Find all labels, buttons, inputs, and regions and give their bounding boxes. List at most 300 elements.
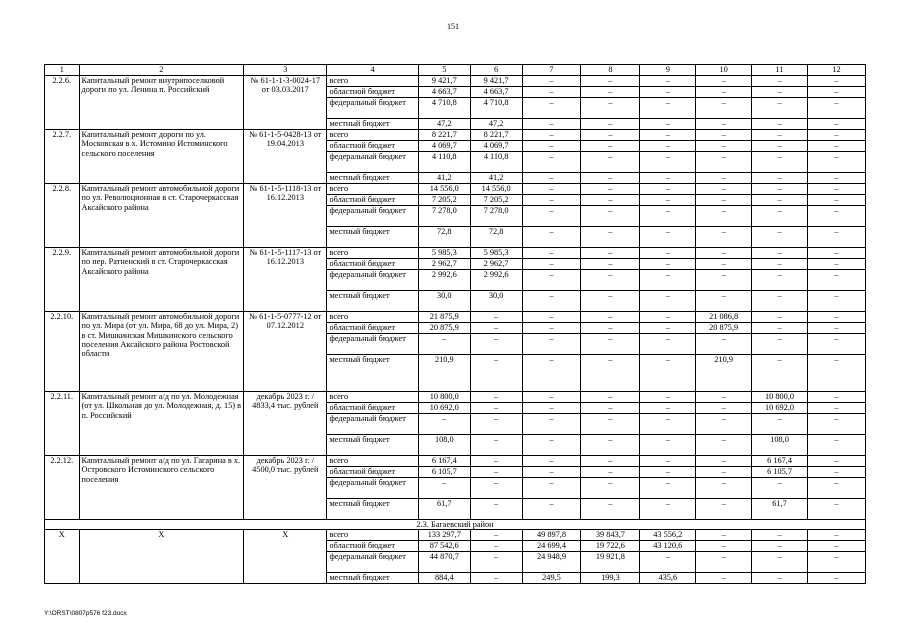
- amount-cell: 7 205,2: [418, 195, 470, 206]
- amount-cell: –: [752, 206, 808, 227]
- amount-cell: –: [640, 184, 696, 195]
- amount-cell: –: [581, 467, 640, 478]
- amount-cell: 5 985,3: [470, 248, 522, 259]
- amount-cell: –: [581, 87, 640, 98]
- item-document: № 61-1-5-1117-13 от 16.12.2013: [244, 248, 327, 312]
- amount-cell: –: [640, 312, 696, 323]
- amount-cell: –: [581, 456, 640, 467]
- amount-cell: 108,0: [752, 435, 808, 456]
- amount-cell: 199,3: [581, 573, 640, 584]
- amount-cell: –: [807, 499, 865, 520]
- amount-cell: 210,9: [418, 355, 470, 392]
- amount-cell: 30,0: [418, 291, 470, 312]
- column-header-11: 11: [752, 65, 808, 76]
- funding-source: местный бюджет: [327, 573, 418, 584]
- amount-cell: –: [522, 152, 581, 173]
- amount-cell: –: [696, 530, 752, 541]
- amount-cell: –: [470, 392, 522, 403]
- funding-source: всего: [327, 392, 418, 403]
- amount-cell: –: [807, 334, 865, 355]
- amount-cell: –: [522, 227, 581, 248]
- amount-cell: –: [807, 141, 865, 152]
- amount-cell: –: [752, 541, 808, 552]
- item-title: Капитальный ремонт автомобильной дороги по ул. Мира (от ул. Мира, 68 до ул. Мира, 2) в ст. Мишкинская Мишкинского сельского поселения Аксайского района Ростовской области: [79, 312, 244, 392]
- amount-cell: –: [418, 478, 470, 499]
- item-title: Капитальный ремонт а/д по ул. Молодежная (от ул. Школьная до ул. Молодежная, д. 15) в п. Российский: [79, 392, 244, 456]
- amount-cell: –: [696, 403, 752, 414]
- amount-cell: 39 843,7: [581, 530, 640, 541]
- amount-cell: –: [470, 334, 522, 355]
- amount-cell: –: [696, 541, 752, 552]
- amount-cell: 43 556,2: [640, 530, 696, 541]
- amount-cell: –: [581, 392, 640, 403]
- amount-cell: –: [696, 76, 752, 87]
- amount-cell: 24 699,4: [522, 541, 581, 552]
- funding-source: всего: [327, 130, 418, 141]
- amount-cell: –: [807, 119, 865, 130]
- amount-cell: –: [696, 130, 752, 141]
- amount-cell: 41,2: [470, 173, 522, 184]
- column-header-7: 7: [522, 65, 581, 76]
- amount-cell: –: [640, 323, 696, 334]
- amount-cell: 7 205,2: [470, 195, 522, 206]
- amount-cell: –: [807, 227, 865, 248]
- item-title: Капитальный ремонт автомобильной дороги по ул. Революционная в ст. Старочеркасская Аксайского района: [79, 184, 244, 248]
- amount-cell: –: [581, 206, 640, 227]
- amount-cell: –: [696, 414, 752, 435]
- amount-cell: –: [581, 195, 640, 206]
- amount-cell: –: [470, 323, 522, 334]
- amount-cell: –: [752, 119, 808, 130]
- funding-source: местный бюджет: [327, 435, 418, 456]
- amount-cell: –: [807, 403, 865, 414]
- amount-cell: –: [640, 195, 696, 206]
- amount-cell: 14 556,0: [418, 184, 470, 195]
- amount-cell: –: [640, 334, 696, 355]
- amount-cell: 108,0: [418, 435, 470, 456]
- amount-cell: 4 110,8: [470, 152, 522, 173]
- funding-source: федеральный бюджет: [327, 270, 418, 291]
- amount-cell: –: [470, 312, 522, 323]
- amount-cell: –: [581, 435, 640, 456]
- item-document: № 61-1-5-0428-13 от 19.04.2013: [244, 130, 327, 184]
- amount-cell: –: [581, 312, 640, 323]
- summary-x-cell: Х: [45, 530, 80, 584]
- amount-cell: –: [696, 478, 752, 499]
- budget-table: [44, 64, 866, 584]
- amount-cell: –: [752, 355, 808, 392]
- column-header-3: 3: [244, 65, 327, 76]
- amount-cell: –: [807, 456, 865, 467]
- amount-cell: 21 875,9: [418, 312, 470, 323]
- amount-cell: –: [470, 530, 522, 541]
- amount-cell: –: [752, 323, 808, 334]
- amount-cell: –: [752, 478, 808, 499]
- amount-cell: 133 297,7: [418, 530, 470, 541]
- amount-cell: 49 897,8: [522, 530, 581, 541]
- amount-cell: –: [470, 414, 522, 435]
- amount-cell: 2 962,7: [470, 259, 522, 270]
- amount-cell: –: [807, 541, 865, 552]
- item-number: 2.2.9.: [45, 248, 80, 312]
- item-title: Капитальный ремонт дороги по ул. Московская в х. Истомино Истоминского сельского поселения: [79, 130, 244, 184]
- item-number: 2.2.8.: [45, 184, 80, 248]
- amount-cell: 7 278,0: [418, 206, 470, 227]
- column-header-1: 1: [45, 65, 80, 76]
- amount-cell: 6 167,4: [752, 456, 808, 467]
- summary-x-cell: Х: [79, 530, 244, 584]
- table-body: [45, 76, 866, 584]
- amount-cell: 19 921,8: [581, 552, 640, 573]
- funding-source: всего: [327, 184, 418, 195]
- amount-cell: –: [522, 403, 581, 414]
- amount-cell: –: [640, 87, 696, 98]
- column-header-5: 5: [418, 65, 470, 76]
- amount-cell: –: [807, 87, 865, 98]
- amount-cell: –: [522, 184, 581, 195]
- amount-cell: –: [807, 195, 865, 206]
- amount-cell: –: [581, 227, 640, 248]
- amount-cell: 21 086,8: [696, 312, 752, 323]
- amount-cell: –: [522, 130, 581, 141]
- amount-cell: –: [581, 76, 640, 87]
- amount-cell: –: [522, 76, 581, 87]
- amount-cell: –: [522, 195, 581, 206]
- table-row: [45, 530, 866, 541]
- funding-source: областной бюджет: [327, 87, 418, 98]
- item-document: декабрь 2023 г. / 4833,4 тыс. рублей: [244, 392, 327, 456]
- amount-cell: –: [752, 291, 808, 312]
- amount-cell: –: [522, 323, 581, 334]
- amount-cell: –: [807, 98, 865, 119]
- amount-cell: –: [807, 530, 865, 541]
- amount-cell: –: [752, 552, 808, 573]
- amount-cell: –: [696, 184, 752, 195]
- amount-cell: 41,2: [418, 173, 470, 184]
- amount-cell: –: [522, 414, 581, 435]
- funding-source: федеральный бюджет: [327, 552, 418, 573]
- amount-cell: 10 692,0: [752, 403, 808, 414]
- amount-cell: –: [522, 355, 581, 392]
- amount-cell: –: [470, 456, 522, 467]
- amount-cell: 61,7: [418, 499, 470, 520]
- amount-cell: –: [581, 259, 640, 270]
- amount-cell: –: [752, 98, 808, 119]
- item-title: Капитальный ремонт внутрипоселковой дороги по ул. Ленина п. Российский: [79, 76, 244, 130]
- amount-cell: 43 120,6: [640, 541, 696, 552]
- amount-cell: –: [807, 76, 865, 87]
- amount-cell: –: [522, 173, 581, 184]
- amount-cell: –: [522, 141, 581, 152]
- amount-cell: –: [807, 248, 865, 259]
- amount-cell: –: [470, 467, 522, 478]
- amount-cell: –: [522, 499, 581, 520]
- amount-cell: –: [752, 414, 808, 435]
- funding-source: местный бюджет: [327, 173, 418, 184]
- amount-cell: 47,2: [418, 119, 470, 130]
- amount-cell: –: [696, 173, 752, 184]
- item-title: Капитальный ремонт а/д по ул. Гагарина в х. Островского Истоминского сельского поселения: [79, 456, 244, 520]
- funding-source: всего: [327, 456, 418, 467]
- amount-cell: –: [581, 334, 640, 355]
- header-row: [45, 65, 866, 76]
- amount-cell: –: [640, 467, 696, 478]
- amount-cell: –: [696, 141, 752, 152]
- item-number: 2.2.10.: [45, 312, 80, 392]
- amount-cell: –: [696, 392, 752, 403]
- amount-cell: –: [522, 478, 581, 499]
- column-header-8: 8: [581, 65, 640, 76]
- item-document: № 61-1-5-1118-13 от 16.12.2013: [244, 184, 327, 248]
- item-number: 2.2.12.: [45, 456, 80, 520]
- amount-cell: 7 278,0: [470, 206, 522, 227]
- amount-cell: –: [522, 456, 581, 467]
- funding-source: областной бюджет: [327, 259, 418, 270]
- amount-cell: –: [522, 467, 581, 478]
- amount-cell: –: [522, 312, 581, 323]
- funding-source: местный бюджет: [327, 227, 418, 248]
- amount-cell: –: [807, 323, 865, 334]
- amount-cell: –: [752, 573, 808, 584]
- amount-cell: –: [581, 414, 640, 435]
- amount-cell: –: [640, 259, 696, 270]
- amount-cell: –: [640, 414, 696, 435]
- amount-cell: –: [807, 259, 865, 270]
- amount-cell: 2 962,7: [418, 259, 470, 270]
- amount-cell: –: [522, 392, 581, 403]
- amount-cell: 2 992,6: [418, 270, 470, 291]
- amount-cell: 72,8: [418, 227, 470, 248]
- amount-cell: 8 221,7: [418, 130, 470, 141]
- amount-cell: –: [696, 98, 752, 119]
- amount-cell: –: [581, 152, 640, 173]
- amount-cell: –: [522, 291, 581, 312]
- funding-source: местный бюджет: [327, 355, 418, 392]
- file-path-footer: Y:\ORST\0807p576 f23.docx: [44, 610, 127, 617]
- amount-cell: –: [640, 206, 696, 227]
- amount-cell: –: [807, 392, 865, 403]
- amount-cell: –: [470, 573, 522, 584]
- table-row: [45, 392, 866, 403]
- amount-cell: –: [470, 541, 522, 552]
- table-row: [45, 130, 866, 141]
- column-header-6: 6: [470, 65, 522, 76]
- amount-cell: –: [640, 456, 696, 467]
- amount-cell: –: [696, 206, 752, 227]
- amount-cell: –: [522, 259, 581, 270]
- amount-cell: –: [696, 119, 752, 130]
- amount-cell: 24 948,9: [522, 552, 581, 573]
- amount-cell: –: [807, 312, 865, 323]
- amount-cell: –: [696, 195, 752, 206]
- amount-cell: –: [807, 478, 865, 499]
- amount-cell: –: [752, 76, 808, 87]
- amount-cell: –: [522, 435, 581, 456]
- item-number: 2.2.6.: [45, 76, 80, 130]
- amount-cell: –: [696, 334, 752, 355]
- funding-source: всего: [327, 530, 418, 541]
- amount-cell: –: [522, 270, 581, 291]
- amount-cell: –: [522, 334, 581, 355]
- amount-cell: 87 542,6: [418, 541, 470, 552]
- amount-cell: –: [640, 119, 696, 130]
- amount-cell: –: [522, 98, 581, 119]
- amount-cell: –: [470, 403, 522, 414]
- amount-cell: –: [522, 206, 581, 227]
- amount-cell: –: [640, 291, 696, 312]
- amount-cell: –: [522, 248, 581, 259]
- amount-cell: –: [807, 173, 865, 184]
- amount-cell: 4 663,7: [470, 87, 522, 98]
- funding-source: областной бюджет: [327, 323, 418, 334]
- amount-cell: –: [752, 530, 808, 541]
- amount-cell: –: [581, 130, 640, 141]
- amount-cell: 4 110,8: [418, 152, 470, 173]
- amount-cell: –: [640, 435, 696, 456]
- amount-cell: –: [752, 173, 808, 184]
- amount-cell: –: [581, 323, 640, 334]
- amount-cell: –: [696, 467, 752, 478]
- section-row: [45, 520, 866, 530]
- amount-cell: –: [696, 270, 752, 291]
- amount-cell: –: [752, 141, 808, 152]
- amount-cell: 5 985,3: [418, 248, 470, 259]
- funding-source: областной бюджет: [327, 541, 418, 552]
- amount-cell: 30,0: [470, 291, 522, 312]
- amount-cell: –: [696, 499, 752, 520]
- amount-cell: 47,2: [470, 119, 522, 130]
- funding-source: местный бюджет: [327, 291, 418, 312]
- column-header-9: 9: [640, 65, 696, 76]
- amount-cell: –: [470, 499, 522, 520]
- item-document: № 61-1-1-3-0024-17 от 03.03.2017: [244, 76, 327, 130]
- amount-cell: –: [752, 259, 808, 270]
- amount-cell: –: [752, 195, 808, 206]
- amount-cell: –: [418, 334, 470, 355]
- amount-cell: 10 800,0: [418, 392, 470, 403]
- amount-cell: 8 221,7: [470, 130, 522, 141]
- amount-cell: –: [696, 435, 752, 456]
- amount-cell: –: [640, 392, 696, 403]
- amount-cell: –: [470, 435, 522, 456]
- amount-cell: –: [752, 270, 808, 291]
- section-title: 2.3. Багаевский район: [45, 520, 866, 530]
- funding-source: местный бюджет: [327, 499, 418, 520]
- item-document: № 61-1-5-0777-12 от 07.12.2012: [244, 312, 327, 392]
- amount-cell: –: [640, 355, 696, 392]
- amount-cell: –: [581, 403, 640, 414]
- amount-cell: –: [807, 414, 865, 435]
- amount-cell: –: [522, 87, 581, 98]
- amount-cell: –: [696, 552, 752, 573]
- table-row: [45, 248, 866, 259]
- funding-source: всего: [327, 312, 418, 323]
- amount-cell: 61,7: [752, 499, 808, 520]
- funding-source: областной бюджет: [327, 403, 418, 414]
- amount-cell: 10 692,0: [418, 403, 470, 414]
- amount-cell: –: [581, 270, 640, 291]
- amount-cell: 6 105,7: [752, 467, 808, 478]
- amount-cell: –: [470, 355, 522, 392]
- table-row: [45, 76, 866, 87]
- amount-cell: 14 556,0: [470, 184, 522, 195]
- amount-cell: –: [581, 355, 640, 392]
- column-header-10: 10: [696, 65, 752, 76]
- amount-cell: –: [581, 478, 640, 499]
- amount-cell: –: [807, 435, 865, 456]
- amount-cell: 2 992,6: [470, 270, 522, 291]
- amount-cell: –: [640, 98, 696, 119]
- item-document: декабрь 2023 г. / 4500,0 тыс. рублей: [244, 456, 327, 520]
- amount-cell: –: [807, 184, 865, 195]
- amount-cell: –: [696, 456, 752, 467]
- amount-cell: 19 722,6: [581, 541, 640, 552]
- amount-cell: –: [581, 499, 640, 520]
- table-row: [45, 184, 866, 195]
- amount-cell: 72,8: [470, 227, 522, 248]
- amount-cell: –: [807, 152, 865, 173]
- amount-cell: –: [581, 248, 640, 259]
- amount-cell: –: [807, 206, 865, 227]
- amount-cell: –: [640, 478, 696, 499]
- amount-cell: 4 069,7: [470, 141, 522, 152]
- amount-cell: –: [640, 141, 696, 152]
- amount-cell: –: [752, 130, 808, 141]
- amount-cell: 4 710,8: [418, 98, 470, 119]
- column-header-2: 2: [79, 65, 244, 76]
- amount-cell: –: [807, 552, 865, 573]
- funding-source: областной бюджет: [327, 141, 418, 152]
- amount-cell: 4 069,7: [418, 141, 470, 152]
- amount-cell: –: [470, 478, 522, 499]
- funding-source: областной бюджет: [327, 467, 418, 478]
- amount-cell: –: [696, 87, 752, 98]
- funding-source: федеральный бюджет: [327, 334, 418, 355]
- table-header: [45, 65, 866, 76]
- amount-cell: 9 421,7: [470, 76, 522, 87]
- amount-cell: –: [807, 291, 865, 312]
- amount-cell: –: [581, 291, 640, 312]
- amount-cell: –: [752, 87, 808, 98]
- amount-cell: –: [522, 119, 581, 130]
- funding-source: всего: [327, 76, 418, 87]
- column-header-12: 12: [807, 65, 865, 76]
- amount-cell: –: [752, 227, 808, 248]
- item-number: 2.2.11.: [45, 392, 80, 456]
- column-header-4: 4: [327, 65, 418, 76]
- amount-cell: –: [752, 184, 808, 195]
- item-number: 2.2.7.: [45, 130, 80, 184]
- funding-source: федеральный бюджет: [327, 98, 418, 119]
- amount-cell: –: [696, 227, 752, 248]
- amount-cell: 6 167,4: [418, 456, 470, 467]
- amount-cell: –: [640, 499, 696, 520]
- funding-source: областной бюджет: [327, 195, 418, 206]
- amount-cell: –: [696, 573, 752, 584]
- summary-x-cell: Х: [244, 530, 327, 584]
- funding-source: всего: [327, 248, 418, 259]
- amount-cell: –: [807, 573, 865, 584]
- amount-cell: 20 875,9: [418, 323, 470, 334]
- amount-cell: –: [640, 248, 696, 259]
- amount-cell: –: [640, 403, 696, 414]
- amount-cell: –: [470, 552, 522, 573]
- amount-cell: 9 421,7: [418, 76, 470, 87]
- amount-cell: –: [752, 152, 808, 173]
- amount-cell: 20 875,9: [696, 323, 752, 334]
- amount-cell: –: [807, 270, 865, 291]
- amount-cell: –: [640, 270, 696, 291]
